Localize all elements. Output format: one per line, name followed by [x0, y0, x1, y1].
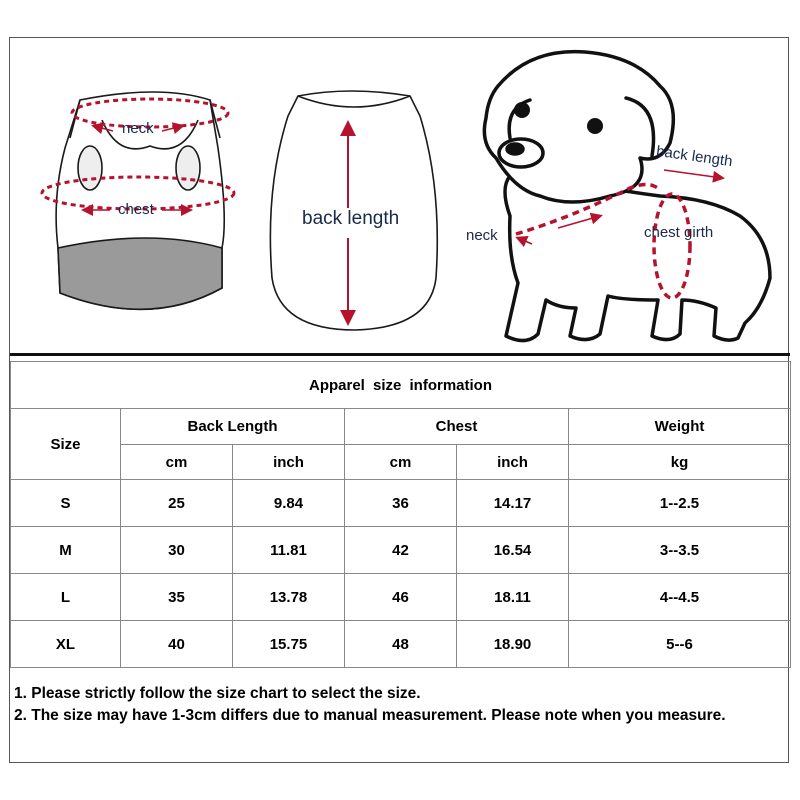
- table-row: [11, 621, 791, 668]
- size-table: [10, 361, 791, 668]
- cell-size: XL: [11, 621, 121, 668]
- table-row: [11, 527, 791, 574]
- cell-size: L: [11, 574, 121, 621]
- dog-back-length-label: back length: [655, 142, 734, 171]
- header-size: Size: [11, 409, 121, 480]
- size-notes: [14, 683, 784, 727]
- header-weight: Weight: [569, 409, 791, 445]
- header-unit-weight-kg: kg: [569, 445, 791, 480]
- cell-size: S: [11, 480, 121, 527]
- vest-neck-label: neck: [122, 120, 154, 137]
- header-chest: Chest: [345, 409, 569, 445]
- cell-weight: 4--4.5: [569, 574, 791, 621]
- illustration-drawing: [10, 38, 788, 354]
- header-back-length: Back Length: [121, 409, 345, 445]
- header-unit-chest-inch: inch: [457, 445, 569, 480]
- note-1: 1. Please strictly follow the size chart to select the size.: [14, 685, 421, 702]
- cell-back-inch: 13.78: [233, 574, 345, 621]
- table-row: [11, 480, 791, 527]
- cell-weight: 1--2.5: [569, 480, 791, 527]
- cell-back-cm: 40: [121, 621, 233, 668]
- header-unit-chest-cm: cm: [345, 445, 457, 480]
- dog-chest-girth-label: chest girth: [644, 224, 714, 241]
- cell-back-cm: 35: [121, 574, 233, 621]
- cell-back-cm: 30: [121, 527, 233, 574]
- vest-back-length-label: back length: [302, 208, 400, 229]
- cell-chest-cm: 48: [345, 621, 457, 668]
- table-title: Apparel size information: [11, 362, 791, 409]
- cell-chest-cm: 46: [345, 574, 457, 621]
- section-divider: [10, 353, 790, 356]
- note-2: 2. The size may have 1-3cm differs due to manual measurement. Please note when you measure.: [14, 707, 726, 724]
- cell-chest-cm: 36: [345, 480, 457, 527]
- cell-size: M: [11, 527, 121, 574]
- cell-chest-inch: 18.11: [457, 574, 569, 621]
- dog-neck-label: neck: [466, 227, 498, 244]
- cell-chest-inch: 18.90: [457, 621, 569, 668]
- cell-back-inch: 11.81: [233, 527, 345, 574]
- cell-weight: 5--6: [569, 621, 791, 668]
- header-unit-back-cm: cm: [121, 445, 233, 480]
- cell-chest-cm: 42: [345, 527, 457, 574]
- header-unit-back-inch: inch: [233, 445, 345, 480]
- vest-chest-label: chest: [118, 201, 154, 218]
- measurement-illustration: [10, 38, 788, 354]
- cell-back-cm: 25: [121, 480, 233, 527]
- table-row: [11, 574, 791, 621]
- dog-drawing: [484, 52, 770, 341]
- cell-back-inch: 15.75: [233, 621, 345, 668]
- cell-chest-inch: 14.17: [457, 480, 569, 527]
- cell-back-inch: 9.84: [233, 480, 345, 527]
- cell-chest-inch: 16.54: [457, 527, 569, 574]
- cell-weight: 3--3.5: [569, 527, 791, 574]
